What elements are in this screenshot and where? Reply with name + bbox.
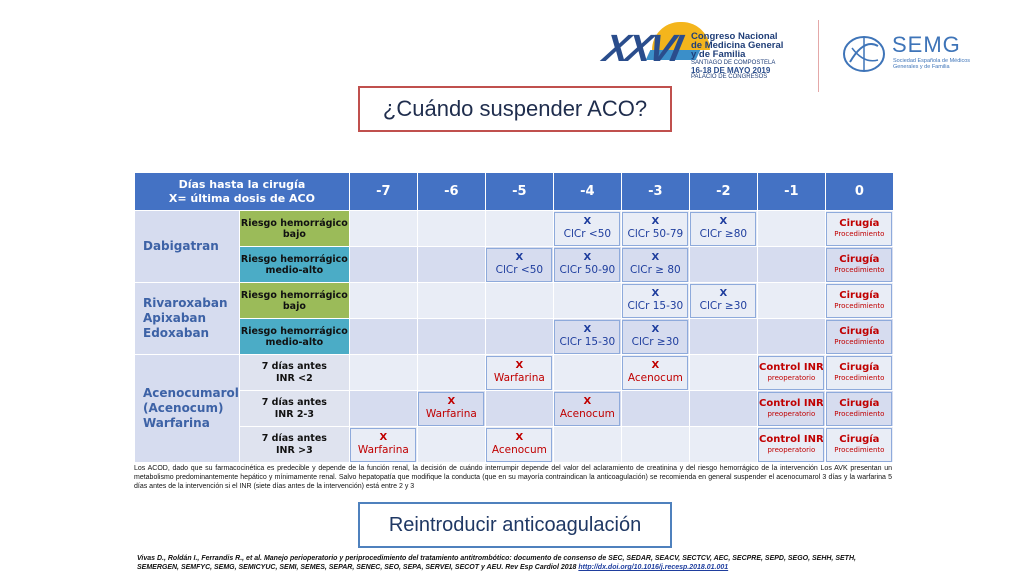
congress-title: Congreso Nacional de Medicina General y de Familia [691, 31, 784, 60]
table-row [135, 427, 894, 463]
risk-label: Riesgo hemorrágico bajo [239, 211, 349, 247]
last-dose-cell: X ClCr 15-30 [553, 319, 621, 355]
congress-dates: SANTIAGO DE COMPOSTELA 16-18 DE MAYO 2019 PALACIO DE CONGRESOS [691, 60, 776, 80]
surgery-cell: Cirugía Procedimiento [825, 211, 893, 247]
day-header: -4 [553, 173, 621, 211]
empty-cell [757, 283, 825, 319]
empty-cell [349, 211, 417, 247]
reference-link[interactable]: http://dx.doi.org/10.1016/j.recesp.2018.01.001 [578, 564, 729, 571]
last-dose-cell: X Acenocum [621, 355, 689, 391]
table-row [135, 391, 894, 427]
empty-cell [621, 391, 689, 427]
reference-text: Vivas D., Roldán I., Ferrandis R., et al. Manejo perioperatorio y periprocedimiento del tratamiento antitrombótico: documento de consenso de SEC, SEDAR, SEACV, SECTCV, AEC, SECPRE, SEPD, SEGO, SEHH, SETH, SEMERGEN, SEMFYC, SEMG, SEMICYUC, SEMI, SEMES, SEPAR, SENEC, SEO, SEPA, SERVEI, SECOT y AEU. Rev Esp Cardiol 2018 [137, 555, 856, 571]
header-days-label: Días hasta la cirugía X= última dosis de ACO [135, 173, 350, 211]
drug-name-xaban: Rivaroxaban Apixaban Edoxaban [135, 283, 240, 355]
last-dose-cell: X ClCr <50 [485, 247, 553, 283]
last-dose-cell: X ClCr 15-30 [621, 283, 689, 319]
surgery-cell: Cirugía Procedimiento [825, 247, 893, 283]
table-row [135, 211, 894, 247]
empty-cell [349, 247, 417, 283]
empty-cell [689, 247, 757, 283]
drug-name-avk: Acenocumarol (Acenocum) Warfarina [135, 355, 240, 463]
drug-name-dabigatran: Dabigatran [135, 211, 240, 283]
risk-label: 7 días antes INR >3 [239, 427, 349, 463]
empty-cell [689, 427, 757, 463]
risk-label: 7 días antes INR <2 [239, 355, 349, 391]
inr-control-cell: Control INR preoperatorio [757, 355, 825, 391]
surgery-cell: Cirugía Procedimiento [825, 427, 893, 463]
semg-emblem-icon [842, 34, 886, 74]
table-header-row [135, 173, 894, 211]
day-header: 0 [825, 173, 893, 211]
day-header: -1 [757, 173, 825, 211]
last-dose-cell: X ClCr <50 [553, 211, 621, 247]
congress-edition: XXVI [599, 28, 684, 70]
day-header: -3 [621, 173, 689, 211]
empty-cell [553, 283, 621, 319]
empty-cell [417, 355, 485, 391]
table-row [135, 355, 894, 391]
empty-cell [757, 247, 825, 283]
last-dose-cell: X Warfarina [417, 391, 485, 427]
empty-cell [553, 427, 621, 463]
aco-suspension-table [134, 172, 894, 463]
day-header: -6 [417, 173, 485, 211]
empty-cell [417, 211, 485, 247]
table-row [135, 247, 894, 283]
last-dose-cell: X ClCr 50-79 [621, 211, 689, 247]
last-dose-cell: X Warfarina [349, 427, 417, 463]
surgery-cell: Cirugía Procedimiento [825, 391, 893, 427]
empty-cell [417, 427, 485, 463]
semg-logo [840, 30, 990, 78]
empty-cell [757, 211, 825, 247]
inr-control-cell: Control INR preoperatorio [757, 427, 825, 463]
surgery-cell: Cirugía Procedimiento [825, 283, 893, 319]
risk-label: Riesgo hemorrágico medio-alto [239, 319, 349, 355]
semg-subtitle: Sociedad Española de Médicos Generales y de Familia [893, 58, 971, 70]
surgery-cell: Cirugía Procedimiento [825, 355, 893, 391]
table-row [135, 283, 894, 319]
risk-label: Riesgo hemorrágico medio-alto [239, 247, 349, 283]
empty-cell [689, 319, 757, 355]
last-dose-cell: X Acenocum [553, 391, 621, 427]
empty-cell [349, 319, 417, 355]
last-dose-cell: X Acenocum [485, 427, 553, 463]
empty-cell [417, 247, 485, 283]
risk-label: Riesgo hemorrágico bajo [239, 283, 349, 319]
last-dose-cell: X ClCr ≥ 80 [621, 247, 689, 283]
logo-divider [818, 20, 819, 92]
day-header: -5 [485, 173, 553, 211]
empty-cell [417, 319, 485, 355]
reintroduce-anticoagulation-box: Reintroducir anticoagulación [358, 502, 672, 548]
congress-logo [600, 16, 800, 82]
surgery-cell: Cirugía Procedimiento [825, 319, 893, 355]
day-header: -7 [349, 173, 417, 211]
reference [137, 554, 897, 572]
empty-cell [757, 319, 825, 355]
empty-cell [485, 211, 553, 247]
inr-control-cell: Control INR preoperatorio [757, 391, 825, 427]
empty-cell [485, 391, 553, 427]
table-row [135, 319, 894, 355]
last-dose-cell: X ClCr 50-90 [553, 247, 621, 283]
empty-cell [349, 391, 417, 427]
empty-cell [689, 355, 757, 391]
empty-cell [485, 283, 553, 319]
empty-cell [349, 283, 417, 319]
semg-name: SEMG [892, 32, 961, 57]
empty-cell [417, 283, 485, 319]
last-dose-cell: X ClCr ≥30 [689, 283, 757, 319]
empty-cell [621, 427, 689, 463]
empty-cell [553, 355, 621, 391]
clinical-note: Los ACOD, dado que su farmacocinética es predecible y depende de la función renal, la decisión de cuándo interrumpir depende del valor del aclaramiento de creatinina y del riesgo hemorrágico de la intervención Los AVK presentan un metabolismo predominantemente hepático y mínimamente renal. Salvo hepatopatía que modifique la conducta (que en su mayoría contraindican la anticoagulación) se recomienda en general suspender el acenocumarol 3 días y la warfarina 5 días antes de la intervención si el INR (siete días antes de la intervención) está entre 2 y 3 [134, 465, 892, 490]
page-title: ¿Cuándo suspender ACO? [358, 86, 672, 132]
empty-cell [349, 355, 417, 391]
last-dose-cell: X ClCr ≥30 [621, 319, 689, 355]
empty-cell [485, 319, 553, 355]
last-dose-cell: X ClCr ≥80 [689, 211, 757, 247]
risk-label: 7 días antes INR 2-3 [239, 391, 349, 427]
empty-cell [689, 391, 757, 427]
day-header: -2 [689, 173, 757, 211]
last-dose-cell: X Warfarina [485, 355, 553, 391]
